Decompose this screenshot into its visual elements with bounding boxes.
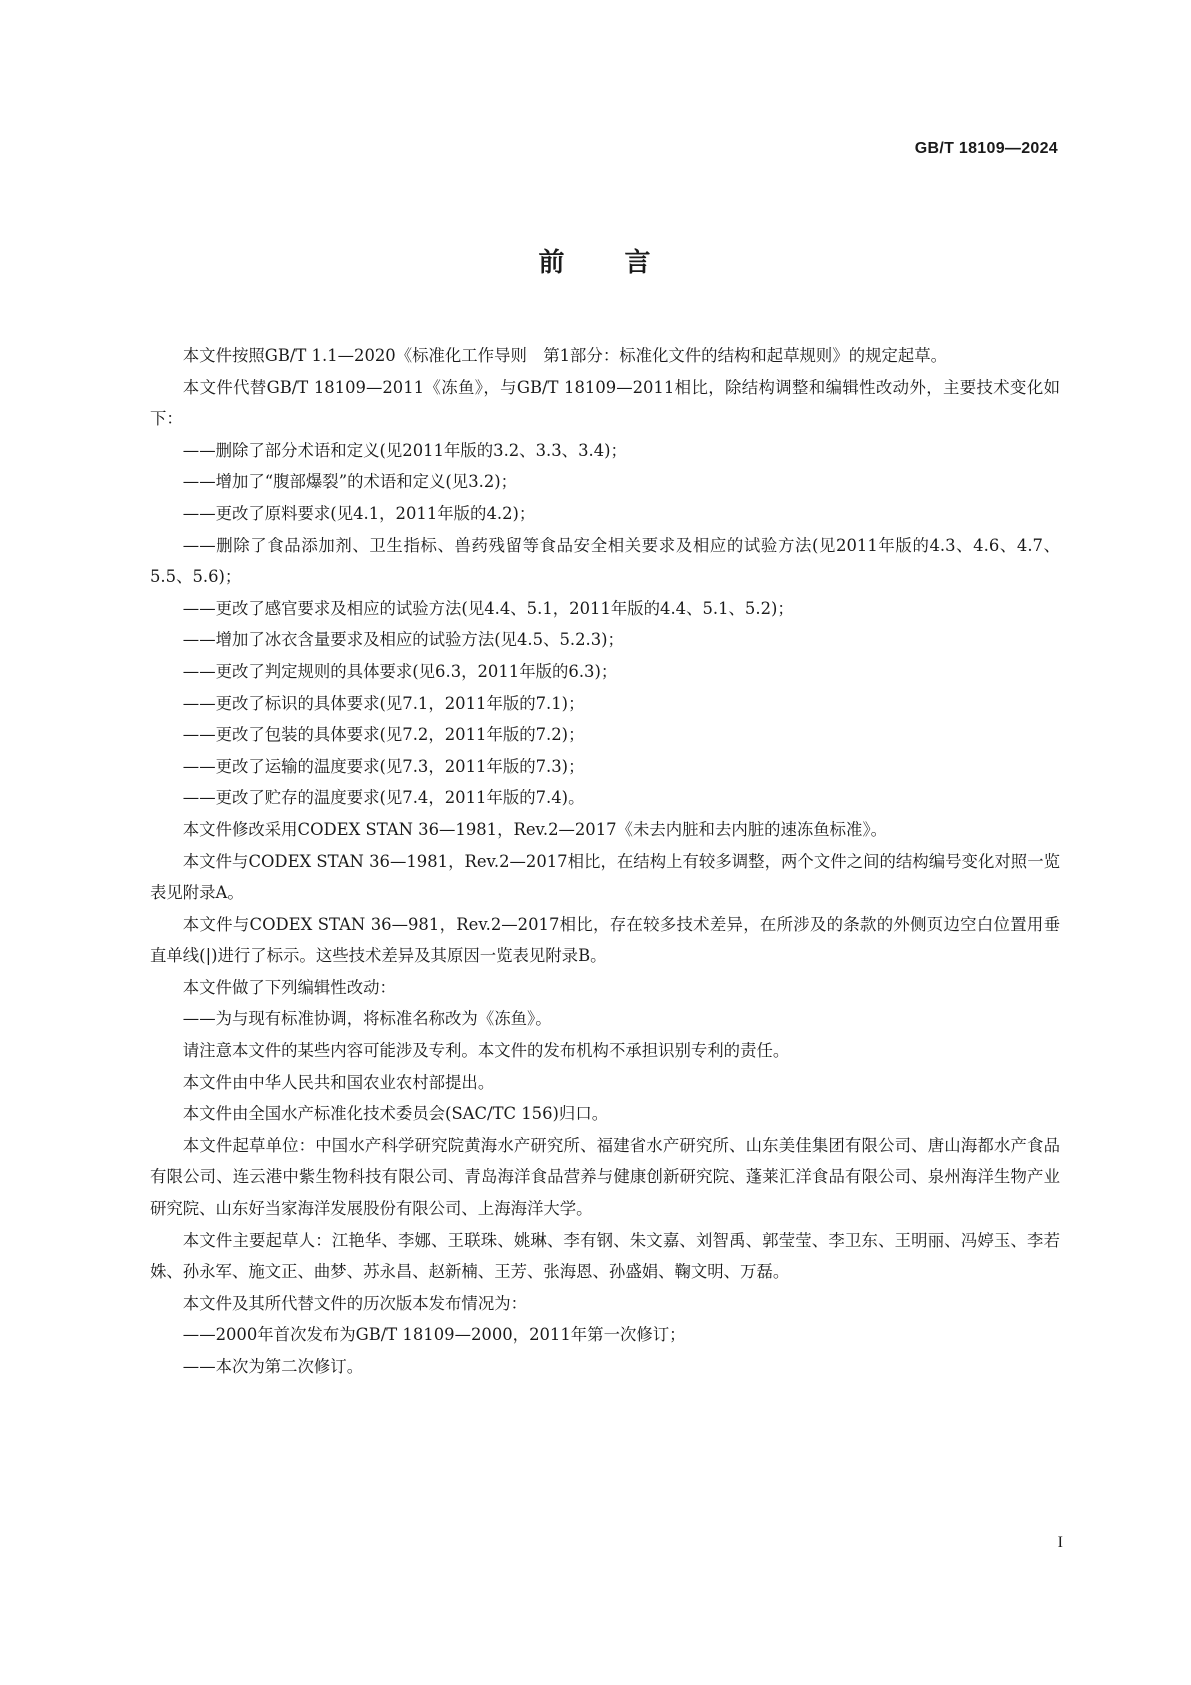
page-title xyxy=(0,242,1191,279)
list-item: ——为与现有标准协调，将标准名称改为《冻鱼》。 xyxy=(182,1009,552,1029)
paragraph: 本文件由全国水产标准化技术委员会(SAC/TC 156)归口。 xyxy=(182,1104,609,1124)
title-char-1: 前 xyxy=(538,248,567,278)
paragraph: 本文件做了下列编辑性改动： xyxy=(182,977,396,997)
standard-code: GB/T 18109—2024 xyxy=(914,140,1058,157)
list-item: ——删除了食品添加剂、卫生指标、兽药残留等食品安全相关要求及相应的试验方法(见2011年版的4.3、4.6、4.7、5.5、5.6)； xyxy=(150,535,1060,587)
paragraph: 本文件与CODEX STAN 36—1981，Rev.2—2017相比，在结构上有较多调整，两个文件之间的结构编号变化对照一览表见附录A。 xyxy=(150,851,1060,903)
list-item: ——更改了原料要求(见4.1，2011年版的4.2)； xyxy=(182,503,536,523)
paragraph: 本文件主要起草人：江艳华、李娜、王联珠、姚琳、李有钢、朱文嘉、刘智禹、郭莹莹、李卫东、王明丽、冯婷玉、李若姝、孙永军、施文正、曲梦、苏永昌、赵新楠、王芳、张海恩、孙盛娟、鞠文明、万磊。 xyxy=(150,1230,1060,1282)
paragraph: 本文件及其所代替文件的历次版本发布情况为： xyxy=(182,1293,527,1313)
list-item: ——更改了贮存的温度要求(见7.4，2011年版的7.4)。 xyxy=(182,788,585,808)
paragraph: 请注意本文件的某些内容可能涉及专利。本文件的发布机构不承担识别专利的责任。 xyxy=(182,1041,790,1061)
list-item: ——更改了标识的具体要求(见7.1，2011年版的7.1)； xyxy=(182,693,585,713)
paragraph: 本文件修改采用CODEX STAN 36—1981，Rev.2—2017《未去内脏和去内脏的速冻鱼标准》。 xyxy=(182,819,888,839)
list-item: ——更改了包装的具体要求(见7.2，2011年版的7.2)； xyxy=(182,725,585,745)
list-item: ——本次为第二次修订。 xyxy=(182,1357,364,1376)
list-item: ——更改了判定规则的具体要求(见6.3，2011年版的6.3)； xyxy=(182,661,618,681)
paragraph: 本文件按照GB/T 1.1—2020《标准化工作导则 第1部分：标准化文件的结构和起草规则》的规定起草。 xyxy=(182,346,948,365)
paragraph: 本文件由中华人民共和国农业农村部提出。 xyxy=(182,1072,495,1092)
paragraph: 本文件与CODEX STAN 36—981，Rev.2—2017相比，存在较多技术差异，在所涉及的条款的外侧页边空白位置用垂直单线(|)进行了标示。这些技术差异及其原因一览表见附录B。 xyxy=(150,914,1060,966)
list-item: ——更改了感官要求及相应的试验方法(见4.4、5.1，2011年版的4.4、5.1、5.2)； xyxy=(182,598,794,618)
title-char-2: 言 xyxy=(624,248,653,278)
paragraph: 本文件起草单位：中国水产科学研究院黄海水产研究所、福建省水产研究所、山东美佳集团有限公司、唐山海都水产食品有限公司、连云港中紫生物科技有限公司、青岛海洋食品营养与健康创新研究院、蓬莱汇洋食品有限公司、泉州海洋生物产业研究院、山东好当家海洋发展股份有限公司、上海海洋大学。 xyxy=(150,1135,1060,1219)
list-item: ——更改了运输的温度要求(见7.3，2011年版的7.3)； xyxy=(182,756,585,776)
list-item: ——2000年首次发布为GB/T 18109—2000，2011年第一次修订； xyxy=(182,1325,686,1345)
foreword-body xyxy=(150,340,1060,1383)
page-number: I xyxy=(1057,1534,1063,1551)
paragraph: 本文件代替GB/T 18109—2011《冻鱼》，与GB/T 18109—2011相比，除结构调整和编辑性改动外，主要技术变化如下： xyxy=(150,377,1060,429)
list-item: ——增加了冰衣含量要求及相应的试验方法(见4.5、5.2.3)； xyxy=(182,630,624,650)
list-item: ——增加了“腹部爆裂”的术语和定义(见3.2)； xyxy=(182,472,518,492)
list-item: ——删除了部分术语和定义(见2011年版的3.2、3.3、3.4)； xyxy=(182,440,627,460)
